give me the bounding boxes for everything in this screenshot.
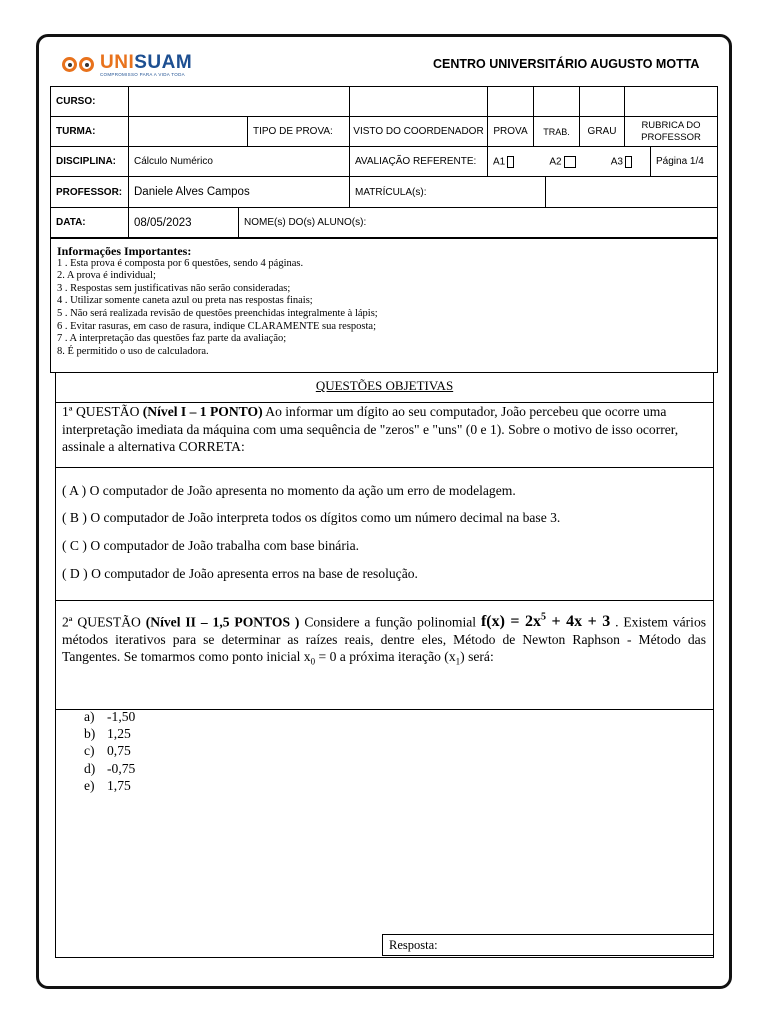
q2-statement xyxy=(62,609,706,672)
q2-answers xyxy=(84,708,135,794)
a2-label: A2 xyxy=(549,156,562,168)
a1-checkbox[interactable] xyxy=(507,156,514,168)
tipo-prova-label: TIPO DE PROVA: xyxy=(247,116,350,147)
nomes-alunos-label: NOME(s) DO(s) ALUNO(s): xyxy=(238,207,718,238)
info-title: Informações Importantes: xyxy=(57,244,192,258)
header-blank-1 xyxy=(349,86,488,117)
q1-level: (Nível I – 1 PONTO) xyxy=(142,404,263,419)
answer-value: 1,75 xyxy=(107,777,131,793)
a3-checkbox[interactable] xyxy=(625,156,632,168)
divider xyxy=(55,600,714,601)
unisuam-logo xyxy=(62,53,192,78)
q2-answer-a[interactable] xyxy=(84,708,135,725)
trab-blank[interactable] xyxy=(533,86,580,117)
info-item: 5 . Não será realizada revisão de questões preenchidas integralmente à lápis; xyxy=(57,307,378,319)
q1-text: Ao informar um dígito ao seu computador, João percebeu que ocorre uma interpretação imediata da máquina com uma sequência de "zeros" e "uns" (0 e 1). Sobre o motivo de isso ocorrer, assinale a alternativa CORRETA: xyxy=(62,404,679,454)
pagina-label: Página 1/4 xyxy=(650,146,718,177)
q2-answer-d[interactable] xyxy=(84,760,135,777)
answer-value: -1,50 xyxy=(107,709,136,724)
formula-exponent: 5 xyxy=(541,612,547,623)
avaliacao-label: AVALIAÇÃO REFERENTE: xyxy=(349,146,488,177)
q2-formula xyxy=(481,613,610,630)
q2-text-1: Considere a função polinomial xyxy=(299,614,481,630)
professor-value: Daniele Alves Campos xyxy=(128,176,350,208)
a1-label: A1 xyxy=(493,156,506,168)
q2-text-4: ) será: xyxy=(460,649,494,665)
info-item: 3 . Respostas sem justificativas não serão consideradas; xyxy=(57,282,291,294)
a2-option[interactable] xyxy=(549,156,575,168)
turma-label: TURMA: xyxy=(50,116,129,147)
q1-statement xyxy=(62,403,712,456)
answer-letter: d) xyxy=(84,760,96,776)
q1-option-c[interactable]: ( C ) O computador de João trabalha com base binária. xyxy=(62,538,360,553)
q2-answer-e[interactable] xyxy=(84,777,135,794)
curso-label: CURSO: xyxy=(50,86,129,117)
curso-field[interactable] xyxy=(128,86,350,117)
info-item: 1 . Esta prova é composta por 6 questões, sendo 4 páginas. xyxy=(57,257,304,269)
answer-letter: e) xyxy=(84,777,95,793)
q2-text-3: = 0 a próxima iteração (x xyxy=(315,649,456,665)
logo-tagline: COMPROMISSO PARA A VIDA TODA xyxy=(100,72,185,77)
a3-label: A3 xyxy=(610,156,623,168)
trab-label: TRAB. xyxy=(533,116,580,147)
q2-text-2: . Existem vários métodos iterativos para se determinar as raízes reais, dentre eles, Método de Newton Raphson - Método das Tangentes. Se tomarmos como ponto inicial x xyxy=(62,614,707,665)
rubrica-label: RUBRICA DO PROFESSOR xyxy=(624,116,718,147)
prova-blank[interactable] xyxy=(487,86,534,117)
turma-field[interactable] xyxy=(128,116,248,147)
matricula-field[interactable] xyxy=(545,176,718,208)
answer-value: 0,75 xyxy=(107,743,131,759)
logo-name-part1: UNI xyxy=(100,52,135,73)
answer-value: 1,25 xyxy=(107,726,131,742)
info-item: 7 . A interpretação das questões faz parte da avaliação; xyxy=(57,333,287,345)
q1-option-d[interactable]: ( D ) O computador de João apresenta erros na base de resolução. xyxy=(62,566,418,581)
logo-name-part2: SUAM xyxy=(134,52,193,73)
info-item: 6 . Evitar rasuras, em caso de rasura, indique CLARAMENTE sua resposta; xyxy=(57,320,376,332)
resposta-field[interactable]: Resposta: xyxy=(382,934,714,956)
important-info-box xyxy=(50,238,718,373)
prova-label: PROVA xyxy=(487,116,534,147)
grau-label: GRAU xyxy=(579,116,625,147)
q2-answer-b[interactable] xyxy=(84,725,135,742)
matricula-label: MATRÍCULA(s): xyxy=(349,176,546,208)
disciplina-label: DISCIPLINA: xyxy=(50,146,129,177)
grau-blank[interactable] xyxy=(579,86,625,117)
q1-option-b[interactable]: ( B ) O computador de João interpreta todos os dígitos como um número decimal na base 3. xyxy=(62,510,561,525)
q2-subscript-1: 1 xyxy=(455,657,461,668)
divider xyxy=(55,467,714,468)
avaliacao-options xyxy=(487,146,651,177)
info-item: 4 . Utilizar somente caneta azul ou preta nas respostas finais; xyxy=(57,295,313,307)
q1-option-a[interactable]: ( A ) O computador de João apresenta no momento da ação um erro de modelagem. xyxy=(62,483,516,498)
a1-option[interactable] xyxy=(493,156,514,168)
q2-level: (Nível II – 1,5 PONTOS ) xyxy=(145,614,300,630)
answer-letter: a) xyxy=(84,709,95,724)
a3-option[interactable] xyxy=(611,156,632,168)
data-value: 08/05/2023 xyxy=(128,207,239,238)
answer-letter: b) xyxy=(84,726,96,742)
professor-label: PROFESSOR: xyxy=(50,176,129,208)
divider xyxy=(55,709,714,710)
info-item: 2. A prova é individual; xyxy=(57,270,156,282)
section-title: QUESTÕES OBJETIVAS xyxy=(315,378,454,393)
q2-answer-c[interactable] xyxy=(84,742,135,759)
institution-title: CENTRO UNIVERSITÁRIO AUGUSTO MOTTA xyxy=(433,57,700,71)
q1-prefix: 1ª QUESTÃO xyxy=(62,404,143,419)
rubrica-blank[interactable] xyxy=(624,86,718,117)
a2-checkbox[interactable] xyxy=(564,156,576,168)
answer-letter: c) xyxy=(84,743,95,759)
formula-part-a: f(x) = 2x xyxy=(480,613,542,631)
disciplina-value: Cálculo Numérico xyxy=(128,146,350,177)
visto-coordenador-label: VISTO DO COORDENADOR xyxy=(349,116,488,147)
info-item: 8. É permitido o uso de calculadora. xyxy=(57,345,209,357)
answer-value: -0,75 xyxy=(107,760,136,776)
owl-icon xyxy=(62,54,96,76)
formula-part-b: + 4x + 3 xyxy=(546,613,611,631)
q2-subscript-0: 0 xyxy=(310,657,316,668)
data-label: DATA: xyxy=(50,207,129,238)
q2-prefix: 2ª QUESTÃO xyxy=(62,614,146,630)
